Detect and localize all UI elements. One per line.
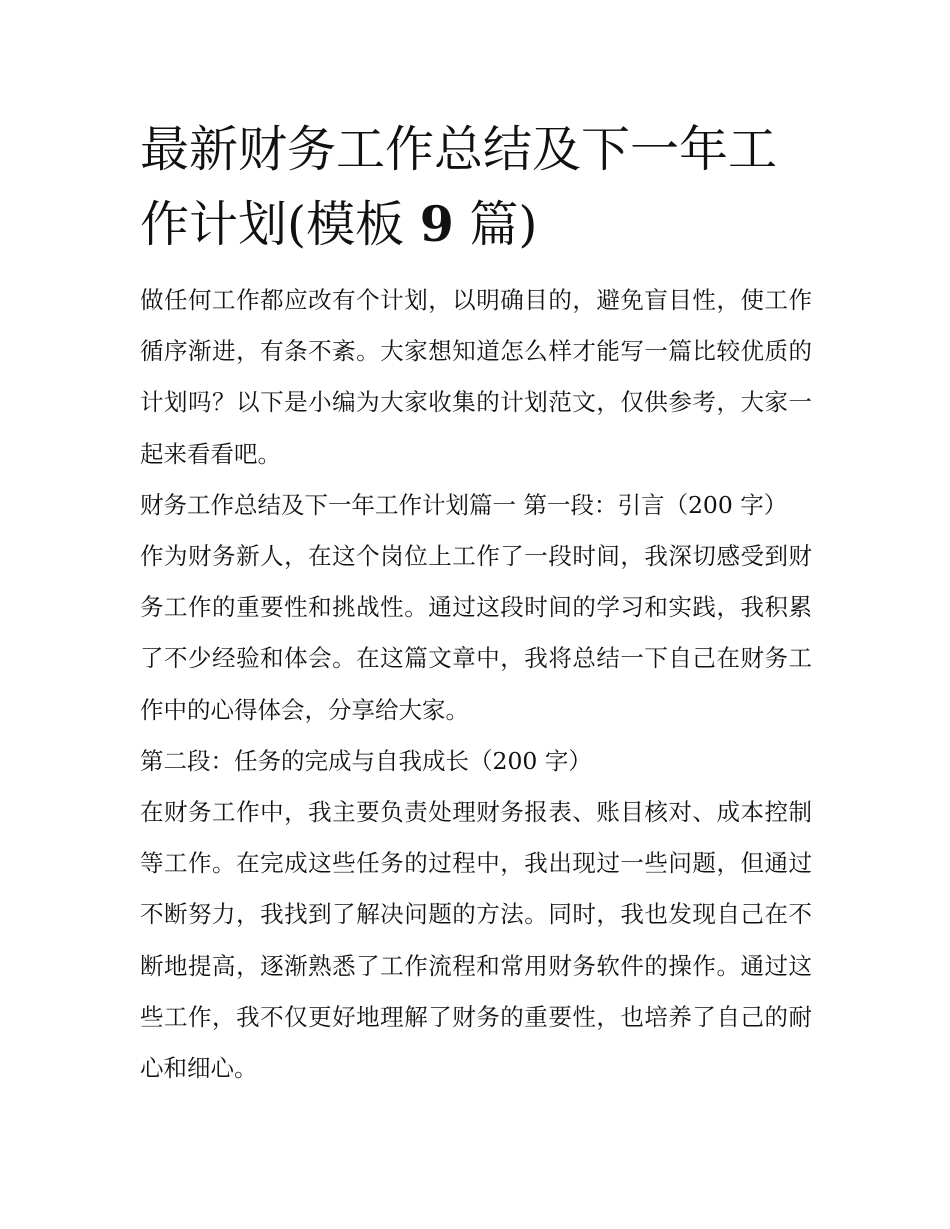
document-title	[140, 112, 810, 262]
document-body	[140, 275, 812, 1094]
title-text-part2: 篇)	[453, 196, 538, 253]
intro-paragraph: 做任何工作都应改有个计划，以明确目的，避免盲目性，使工作循序渐进，有条不紊。大家想知道怎么样才能写一篇比较优质的计划吗？以下是小编为大家收集的计划范文，仅供参考，大家一起来看看吧。	[140, 286, 812, 468]
title-text-part1: 最新财务工作总结及下一年工作计划(模板	[140, 121, 778, 253]
section-heading-second: 第二段：任务的完成与自我成长（200 字）	[140, 746, 592, 775]
section-heading-intro: 财务工作总结及下一年工作计划篇一 第一段：引言（200 字）	[140, 490, 788, 519]
body-paragraph: 作为财务新人，在这个岗位上工作了一段时间，我深切感受到财务工作的重要性和挑战性。通过这段时间的学习和实践，我积累了不少经验和体会。在这篇文章中，我将总结一下自己在财务工作中的心得体会，分享给大家。	[140, 542, 812, 724]
title-number: 9	[419, 195, 454, 253]
body-paragraph: 在财务工作中，我主要负责处理财务报表、账目核对、成本控制等工作。在完成这些任务的过程中，我出现过一些问题，但通过不断努力，我找到了解决问题的方法。同时，我也发现自己在不断地提高，逐渐熟悉了工作流程和常用财务软件的操作。通过这些工作，我不仅更好地理解了财务的重要性，也培养了自己的耐心和细心。	[140, 798, 812, 1083]
